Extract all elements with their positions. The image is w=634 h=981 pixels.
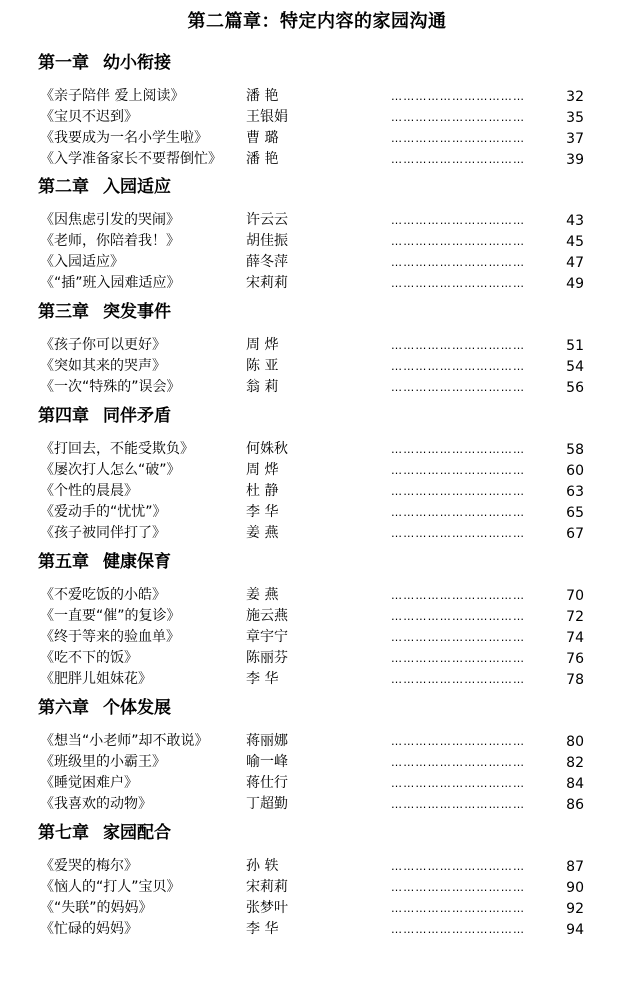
entry-title: 《想当“小老师”却不敢说》 xyxy=(40,733,209,749)
entry-title: 《我喜欢的动物》 xyxy=(40,796,152,812)
chapter-number: 第二章 xyxy=(38,177,89,197)
entry-page-number: 35 xyxy=(566,110,584,126)
toc-entry[interactable] xyxy=(0,107,634,128)
dot-leader: …………………………… xyxy=(391,132,526,145)
entry-page-number: 86 xyxy=(566,797,584,813)
entry-title: 《入学准备家长不要帮倒忙》 xyxy=(40,151,222,167)
toc-entry[interactable] xyxy=(0,481,634,502)
chapter-name: 幼小衔接 xyxy=(103,53,171,73)
dot-leader: …………………………… xyxy=(391,777,526,790)
toc-entry[interactable] xyxy=(0,335,634,356)
dot-leader: …………………………… xyxy=(391,485,526,498)
toc-entry[interactable] xyxy=(0,149,634,170)
part-title: 第二篇章：特定内容的家园沟通 xyxy=(187,11,447,32)
dot-leader: …………………………… xyxy=(391,589,526,602)
chapter-heading xyxy=(38,176,171,198)
toc-entry[interactable] xyxy=(0,731,634,752)
entry-title: 《吃不下的饭》 xyxy=(40,650,138,666)
toc-entry[interactable] xyxy=(0,86,634,107)
entry-author: 宋莉莉 xyxy=(246,879,288,895)
entry-author: 杜 静 xyxy=(246,483,279,499)
entry-page-number: 84 xyxy=(566,776,584,792)
entry-author: 王银娟 xyxy=(246,109,288,125)
entry-page-number: 74 xyxy=(566,630,584,646)
entry-author: 何姝秋 xyxy=(246,441,288,457)
entry-list xyxy=(0,335,634,398)
entry-title: 《屡次打人怎么“破”》 xyxy=(40,462,181,478)
entry-title: 《入园适应》 xyxy=(40,254,124,270)
entry-page-number: 90 xyxy=(566,880,584,896)
entry-author: 薛冬萍 xyxy=(246,254,288,270)
entry-author: 潘 艳 xyxy=(246,88,279,104)
entry-title: 《因焦虑引发的哭闹》 xyxy=(40,212,180,228)
entry-author: 丁超勤 xyxy=(246,796,288,812)
entry-author: 翁 莉 xyxy=(246,379,279,395)
entry-page-number: 49 xyxy=(566,276,584,292)
entry-page-number: 58 xyxy=(566,442,584,458)
chapter-heading xyxy=(38,405,171,427)
toc-entry[interactable] xyxy=(0,231,634,252)
toc-entry[interactable] xyxy=(0,273,634,294)
entry-author: 蒋仕行 xyxy=(246,775,288,791)
chapter-number: 第一章 xyxy=(38,53,89,73)
entry-page-number: 47 xyxy=(566,255,584,271)
entry-page-number: 82 xyxy=(566,755,584,771)
entry-author: 李 华 xyxy=(246,671,279,687)
dot-leader: …………………………… xyxy=(391,256,526,269)
chapter-heading xyxy=(38,301,171,323)
entry-page-number: 37 xyxy=(566,131,584,147)
entry-title: 《“失联”的妈妈》 xyxy=(40,900,153,916)
dot-leader: …………………………… xyxy=(391,756,526,769)
entry-author: 施云燕 xyxy=(246,608,288,624)
chapter-number: 第五章 xyxy=(38,552,89,572)
chapter-name: 家园配合 xyxy=(103,823,171,843)
toc-entry[interactable] xyxy=(0,523,634,544)
entry-author: 陈丽芬 xyxy=(246,650,288,666)
dot-leader: …………………………… xyxy=(391,527,526,540)
entry-author: 周 烨 xyxy=(246,337,279,353)
dot-leader: …………………………… xyxy=(391,881,526,894)
dot-leader: …………………………… xyxy=(391,735,526,748)
dot-leader: …………………………… xyxy=(391,923,526,936)
entry-page-number: 32 xyxy=(566,89,584,105)
entry-author: 潘 艳 xyxy=(246,151,279,167)
entry-title: 《班级里的小霸王》 xyxy=(40,754,166,770)
entry-author: 姜 燕 xyxy=(246,525,279,541)
entry-author: 胡佳振 xyxy=(246,233,288,249)
dot-leader: …………………………… xyxy=(391,443,526,456)
chapter-name: 个体发展 xyxy=(103,698,171,718)
dot-leader: …………………………… xyxy=(391,90,526,103)
chapter-heading xyxy=(38,697,171,719)
entry-title: 《孩子你可以更好》 xyxy=(40,337,166,353)
chapter-heading xyxy=(38,52,171,74)
dot-leader: …………………………… xyxy=(391,798,526,811)
entry-page-number: 78 xyxy=(566,672,584,688)
chapter-name: 入园适应 xyxy=(103,177,171,197)
entry-author: 章宇宁 xyxy=(246,629,288,645)
toc-entry[interactable] xyxy=(0,377,634,398)
entry-title: 《“插”班入园难适应》 xyxy=(40,275,181,291)
entry-title: 《宝贝不迟到》 xyxy=(40,109,138,125)
entry-author: 宋莉莉 xyxy=(246,275,288,291)
entry-title: 《爱哭的梅尔》 xyxy=(40,858,138,874)
entry-list xyxy=(0,856,634,940)
chapter-name: 同伴矛盾 xyxy=(103,406,171,426)
entry-title: 《一次“特殊的”误会》 xyxy=(40,379,181,395)
chapter-number: 第六章 xyxy=(38,698,89,718)
dot-leader: …………………………… xyxy=(391,652,526,665)
entry-page-number: 56 xyxy=(566,380,584,396)
toc-entry[interactable] xyxy=(0,648,634,669)
entry-author: 曹 璐 xyxy=(246,130,279,146)
entry-list xyxy=(0,731,634,815)
entry-title: 《恼人的“打人”宝贝》 xyxy=(40,879,181,895)
chapter-number: 第四章 xyxy=(38,406,89,426)
entry-page-number: 70 xyxy=(566,588,584,604)
entry-page-number: 39 xyxy=(566,152,584,168)
dot-leader: …………………………… xyxy=(391,153,526,166)
entry-page-number: 65 xyxy=(566,505,584,521)
entry-list xyxy=(0,439,634,544)
dot-leader: …………………………… xyxy=(391,610,526,623)
entry-title: 《突如其来的哭声》 xyxy=(40,358,166,374)
toc-entry[interactable] xyxy=(0,898,634,919)
entry-page-number: 92 xyxy=(566,901,584,917)
entry-title: 《打回去，不能受欺负》 xyxy=(40,441,194,457)
dot-leader: …………………………… xyxy=(391,214,526,227)
toc-entry[interactable] xyxy=(0,752,634,773)
entry-author: 陈 亚 xyxy=(246,358,279,374)
chapter-number: 第七章 xyxy=(38,823,89,843)
toc-entry[interactable] xyxy=(0,356,634,377)
toc-entry[interactable] xyxy=(0,856,634,877)
entry-author: 李 华 xyxy=(246,504,279,520)
toc-entry[interactable] xyxy=(0,585,634,606)
dot-leader: …………………………… xyxy=(391,860,526,873)
entry-author: 孙 轶 xyxy=(246,858,279,874)
dot-leader: …………………………… xyxy=(391,360,526,373)
entry-title: 《我要成为一名小学生啦》 xyxy=(40,130,208,146)
entry-title: 《个性的晨晨》 xyxy=(40,483,138,499)
entry-list xyxy=(0,585,634,690)
entry-author: 李 华 xyxy=(246,921,279,937)
toc-entry[interactable] xyxy=(0,460,634,481)
toc-entry[interactable] xyxy=(0,502,634,523)
chapter-heading xyxy=(38,551,171,573)
entry-page-number: 67 xyxy=(566,526,584,542)
dot-leader: …………………………… xyxy=(391,902,526,915)
entry-list xyxy=(0,210,634,294)
entry-page-number: 87 xyxy=(566,859,584,875)
dot-leader: …………………………… xyxy=(391,381,526,394)
toc-entry[interactable] xyxy=(0,877,634,898)
toc-entry[interactable] xyxy=(0,627,634,648)
entry-author: 姜 燕 xyxy=(246,587,279,603)
dot-leader: …………………………… xyxy=(391,277,526,290)
entry-title: 《睡觉困难户》 xyxy=(40,775,138,791)
toc-entry[interactable] xyxy=(0,210,634,231)
entry-title: 《不爱吃饭的小皓》 xyxy=(40,587,166,603)
entry-title: 《老师，你陪着我！》 xyxy=(40,233,180,249)
entry-author: 许云云 xyxy=(246,212,288,228)
chapter-heading xyxy=(38,822,171,844)
entry-title: 《爱动手的“忧忧”》 xyxy=(40,504,167,520)
entry-page-number: 94 xyxy=(566,922,584,938)
toc-entry[interactable] xyxy=(0,439,634,460)
entry-page-number: 60 xyxy=(566,463,584,479)
dot-leader: …………………………… xyxy=(391,506,526,519)
chapter-name: 健康保育 xyxy=(103,552,171,572)
dot-leader: …………………………… xyxy=(391,631,526,644)
entry-title: 《一直要“催”的复诊》 xyxy=(40,608,181,624)
entry-author: 蒋丽娜 xyxy=(246,733,288,749)
entry-author: 喻一峰 xyxy=(246,754,288,770)
dot-leader: …………………………… xyxy=(391,111,526,124)
entry-page-number: 76 xyxy=(566,651,584,667)
entry-title: 《终于等来的验血单》 xyxy=(40,629,180,645)
entry-title: 《亲子陪伴 爱上阅读》 xyxy=(40,88,185,104)
entry-list xyxy=(0,86,634,170)
entry-title: 《忙碌的妈妈》 xyxy=(40,921,138,937)
chapter-name: 突发事件 xyxy=(103,302,171,322)
entry-page-number: 45 xyxy=(566,234,584,250)
entry-author: 周 烨 xyxy=(246,462,279,478)
entry-page-number: 51 xyxy=(566,338,584,354)
dot-leader: …………………………… xyxy=(391,673,526,686)
toc-entry[interactable] xyxy=(0,669,634,690)
toc-entry[interactable] xyxy=(0,252,634,273)
entry-page-number: 80 xyxy=(566,734,584,750)
entry-page-number: 63 xyxy=(566,484,584,500)
chapter-number: 第三章 xyxy=(38,302,89,322)
dot-leader: …………………………… xyxy=(391,339,526,352)
entry-page-number: 43 xyxy=(566,213,584,229)
entry-page-number: 54 xyxy=(566,359,584,375)
entry-page-number: 72 xyxy=(566,609,584,625)
toc-entry[interactable] xyxy=(0,919,634,940)
dot-leader: …………………………… xyxy=(391,464,526,477)
toc-entry[interactable] xyxy=(0,773,634,794)
toc-entry[interactable] xyxy=(0,606,634,627)
toc-entry[interactable] xyxy=(0,794,634,815)
toc-entry[interactable] xyxy=(0,128,634,149)
entry-title: 《肥胖儿姐妹花》 xyxy=(40,671,152,687)
entry-title: 《孩子被同伴打了》 xyxy=(40,525,166,541)
dot-leader: …………………………… xyxy=(391,235,526,248)
entry-author: 张梦叶 xyxy=(246,900,288,916)
